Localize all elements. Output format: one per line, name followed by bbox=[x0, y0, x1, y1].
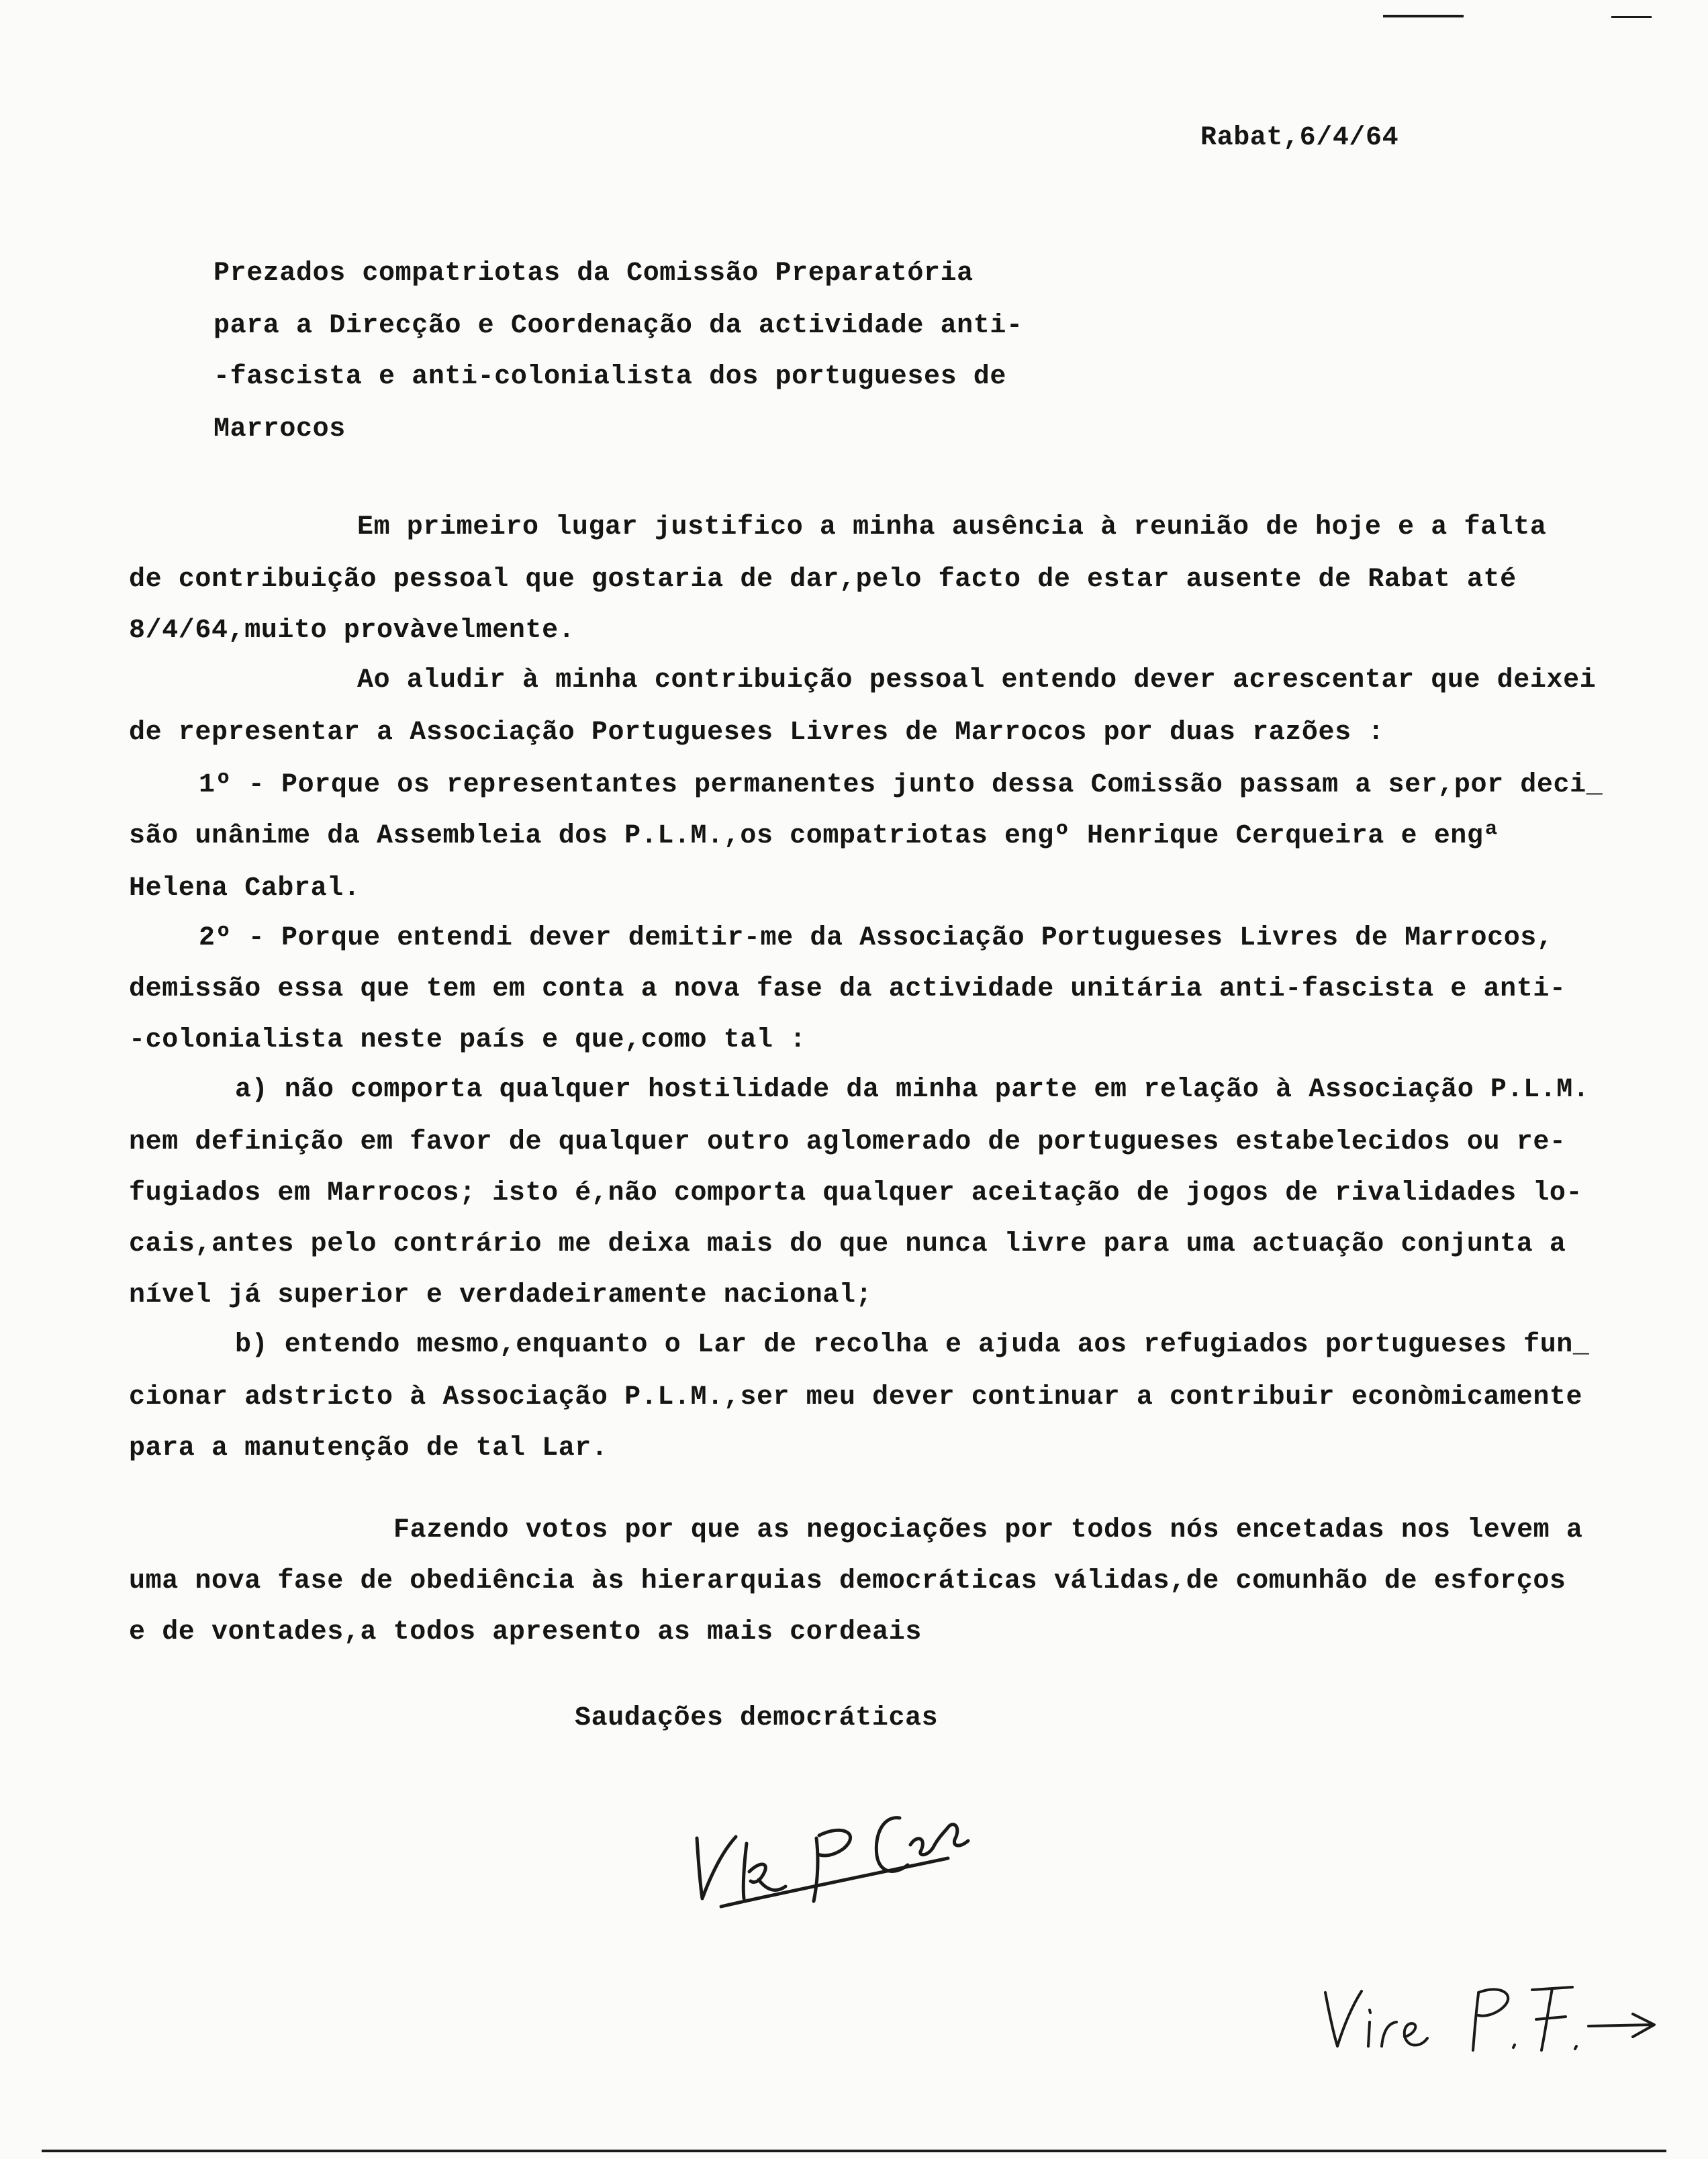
salutation-line: Prezados compatriotas da Comissão Preparatória bbox=[214, 258, 974, 289]
body-line: uma nova fase de obediência às hierarquias democráticas válidas,de comunhão de esforços bbox=[129, 1566, 1566, 1596]
body-line: 2º - Porque entendi dever demitir-me da Associação Portugueses Livres de Marrocos, bbox=[199, 923, 1554, 953]
body-line: de representar a Associação Portugueses Livres de Marrocos por duas razões : bbox=[129, 718, 1384, 748]
body-line: b) entendo mesmo,enquanto o Lar de recolha e ajuda aos refugiados portugueses fun_ bbox=[235, 1330, 1590, 1360]
top-edge-mark-right bbox=[1611, 16, 1652, 18]
handwritten-signature bbox=[685, 1779, 994, 1927]
turn-over-handwritten-note bbox=[1317, 1967, 1666, 2061]
body-line: Fazendo votos por que as negociações por todos nós encetadas nos levem a bbox=[393, 1515, 1583, 1545]
body-line: cionar adstricto à Associação P.L.M.,ser meu dever continuar a contribuir econòmicamente bbox=[129, 1382, 1583, 1412]
body-line: nem definição em favor de qualquer outro aglomerado de portugueses estabelecidos ou re- bbox=[129, 1127, 1566, 1157]
top-edge-mark bbox=[1383, 15, 1464, 17]
body-line: nível já superior e verdadeiramente nacional; bbox=[129, 1280, 873, 1310]
body-line: a) não comporta qualquer hostilidade da minha parte em relação à Associação P.L.M. bbox=[235, 1075, 1590, 1105]
salutation-line: Marrocos bbox=[214, 414, 346, 444]
salutation-line: para a Direcção e Coordenação da actividade anti- bbox=[214, 311, 1023, 341]
body-line: fugiados em Marrocos; isto é,não comporta qualquer aceitação de jogos de rivalidades lo- bbox=[129, 1178, 1583, 1208]
body-line: 8/4/64,muito provàvelmente. bbox=[129, 616, 575, 646]
body-line: para a manutenção de tal Lar. bbox=[129, 1433, 608, 1464]
body-line: cais,antes pelo contrário me deixa mais do que nunca livre para uma actuação conjunta a bbox=[129, 1229, 1566, 1259]
closing-greeting: Saudações democráticas bbox=[575, 1703, 939, 1733]
body-line: Helena Cabral. bbox=[129, 873, 361, 904]
body-line: de contribuição pessoal que gostaria de dar,pelo facto de estar ausente de Rabat até bbox=[129, 565, 1517, 595]
body-line: são unânime da Assembleia dos P.L.M.,os compatriotas engº Henrique Cerqueira e engª bbox=[129, 821, 1501, 851]
body-line: -colonialista neste país e que,como tal : bbox=[129, 1025, 806, 1055]
salutation-line: -fascista e anti-colonialista dos portugueses de bbox=[214, 362, 1006, 392]
body-line: Ao aludir à minha contribuição pessoal entendo dever acrescentar que deixei bbox=[357, 665, 1597, 695]
body-line: demissão essa que tem em conta a nova fase da actividade unitária anti-fascista e anti- bbox=[129, 974, 1566, 1004]
body-line: e de vontades,a todos apresento as mais cordeais bbox=[129, 1617, 922, 1647]
body-line: Em primeiro lugar justifico a minha ausência à reunião de hoje e a falta bbox=[357, 512, 1547, 542]
bottom-page-rule bbox=[42, 2150, 1666, 2152]
body-line: 1º - Porque os representantes permanentes junto dessa Comissão passam a ser,por deci_ bbox=[199, 770, 1603, 800]
letter-date: Rabat,6/4/64 bbox=[1200, 123, 1399, 153]
